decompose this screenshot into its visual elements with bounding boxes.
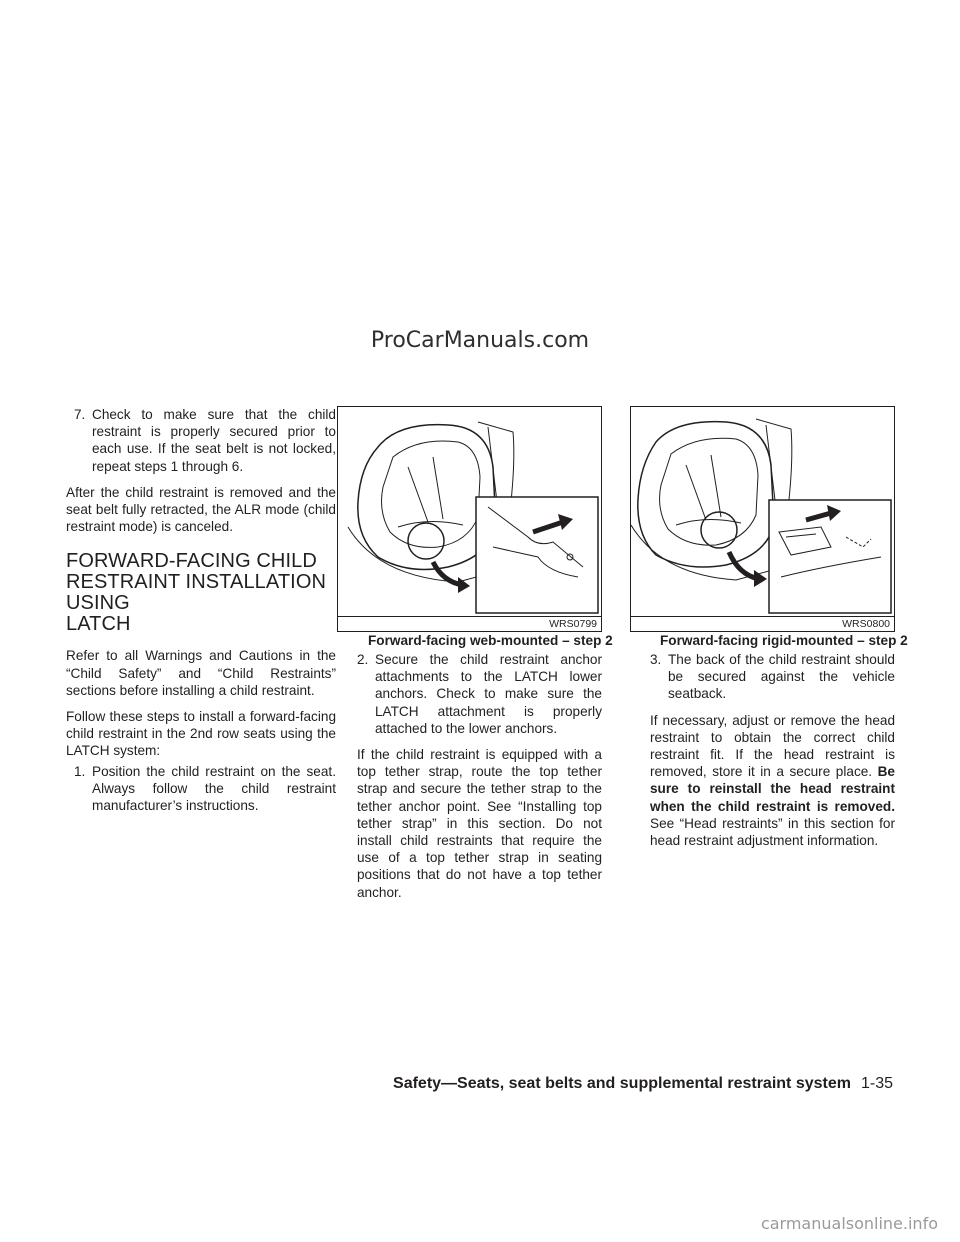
right-column bbox=[650, 651, 895, 849]
figure-rule bbox=[338, 616, 601, 617]
step-2 bbox=[357, 651, 602, 737]
paragraph-top-tether: If the child restraint is equipped with a top tether strap, route the top tether strap and secure the tether strap to the tether anchor point. See “Installing top tether strap” in this section. Do not install child restraints that require the use of a top tether strap in seating positions that do not have a top tether anchor. bbox=[357, 747, 602, 900]
figure-web-mounted bbox=[337, 406, 602, 632]
left-column bbox=[66, 406, 336, 814]
page-footer bbox=[393, 1075, 893, 1093]
paragraph-alr: After the child restraint is removed and the seat belt fully retracted, the ALR mode (child restraint mode) is canceled. bbox=[66, 484, 336, 535]
step-7 bbox=[74, 406, 336, 475]
step-number: 2. bbox=[357, 652, 369, 667]
watermark-procarmanuals: ProCarManuals.com bbox=[370, 328, 590, 353]
watermark-carmanualsonline: carmanualsonline.info bbox=[760, 1214, 938, 1233]
step-number: 7. bbox=[74, 407, 86, 422]
warning-text: Be sure to reinstall the head restraint when the child restraint is removed. bbox=[650, 764, 895, 814]
child-seat-illustration bbox=[631, 407, 894, 617]
heading-line: LATCH bbox=[66, 613, 131, 636]
paragraph-text: If necessary, adjust or remove the head restraint to obtain the correct child restraint fit. If the head restraint is removed, store it in a secure place. bbox=[650, 712, 895, 780]
figure-rigid-mounted bbox=[630, 406, 895, 632]
section-heading bbox=[66, 551, 336, 635]
paragraph-refer: Refer to all Warnings and Cautions in the “Child Safety” and “Child Restraints” sections before installing a child restraint. bbox=[66, 648, 336, 698]
middle-column bbox=[357, 651, 602, 901]
figure-rule bbox=[631, 616, 894, 617]
figure-code: WRS0799 bbox=[549, 618, 597, 630]
heading-line: FORWARD-FACING CHILD bbox=[66, 550, 317, 573]
paragraph-follow: Follow these steps to install a forward-facing child restraint in the 2nd row seats using the LATCH system: bbox=[66, 709, 336, 759]
step-text: The back of the child restraint should be secured against the vehicle seatback. bbox=[668, 652, 895, 702]
step-1 bbox=[74, 763, 336, 815]
step-number: 3. bbox=[650, 652, 662, 667]
child-seat-illustration bbox=[338, 407, 601, 617]
heading-line: RESTRAINT INSTALLATION USING bbox=[66, 571, 327, 615]
step-text: Secure the child restraint anchor attachments to the LATCH lower anchors. Check to make sure the LATCH attachment is properly attached to the lower anchors. bbox=[375, 652, 602, 736]
step-text: Position the child restraint on the seat. Always follow the child restraint manufacturer’s instructions. bbox=[92, 763, 336, 814]
step-3 bbox=[650, 651, 895, 703]
paragraph-head-restraint bbox=[650, 712, 895, 850]
step-number: 1. bbox=[74, 763, 86, 779]
step-text: Check to make sure that the child restraint is properly secured prior to each use. If the seat belt is not locked, repeat steps 1 through 6. bbox=[92, 407, 336, 474]
figure-caption: Forward-facing rigid-mounted – step 2 bbox=[660, 633, 908, 648]
page-number: 1-35 bbox=[860, 1075, 893, 1092]
paragraph-text: See “Head restraints” in this section for head restraint adjustment information. bbox=[650, 815, 895, 849]
footer-section-title: Safety—Seats, seat belts and supplemental restraint system bbox=[393, 1075, 851, 1092]
figure-caption: Forward-facing web-mounted – step 2 bbox=[368, 633, 613, 648]
figure-code: WRS0800 bbox=[842, 618, 890, 630]
